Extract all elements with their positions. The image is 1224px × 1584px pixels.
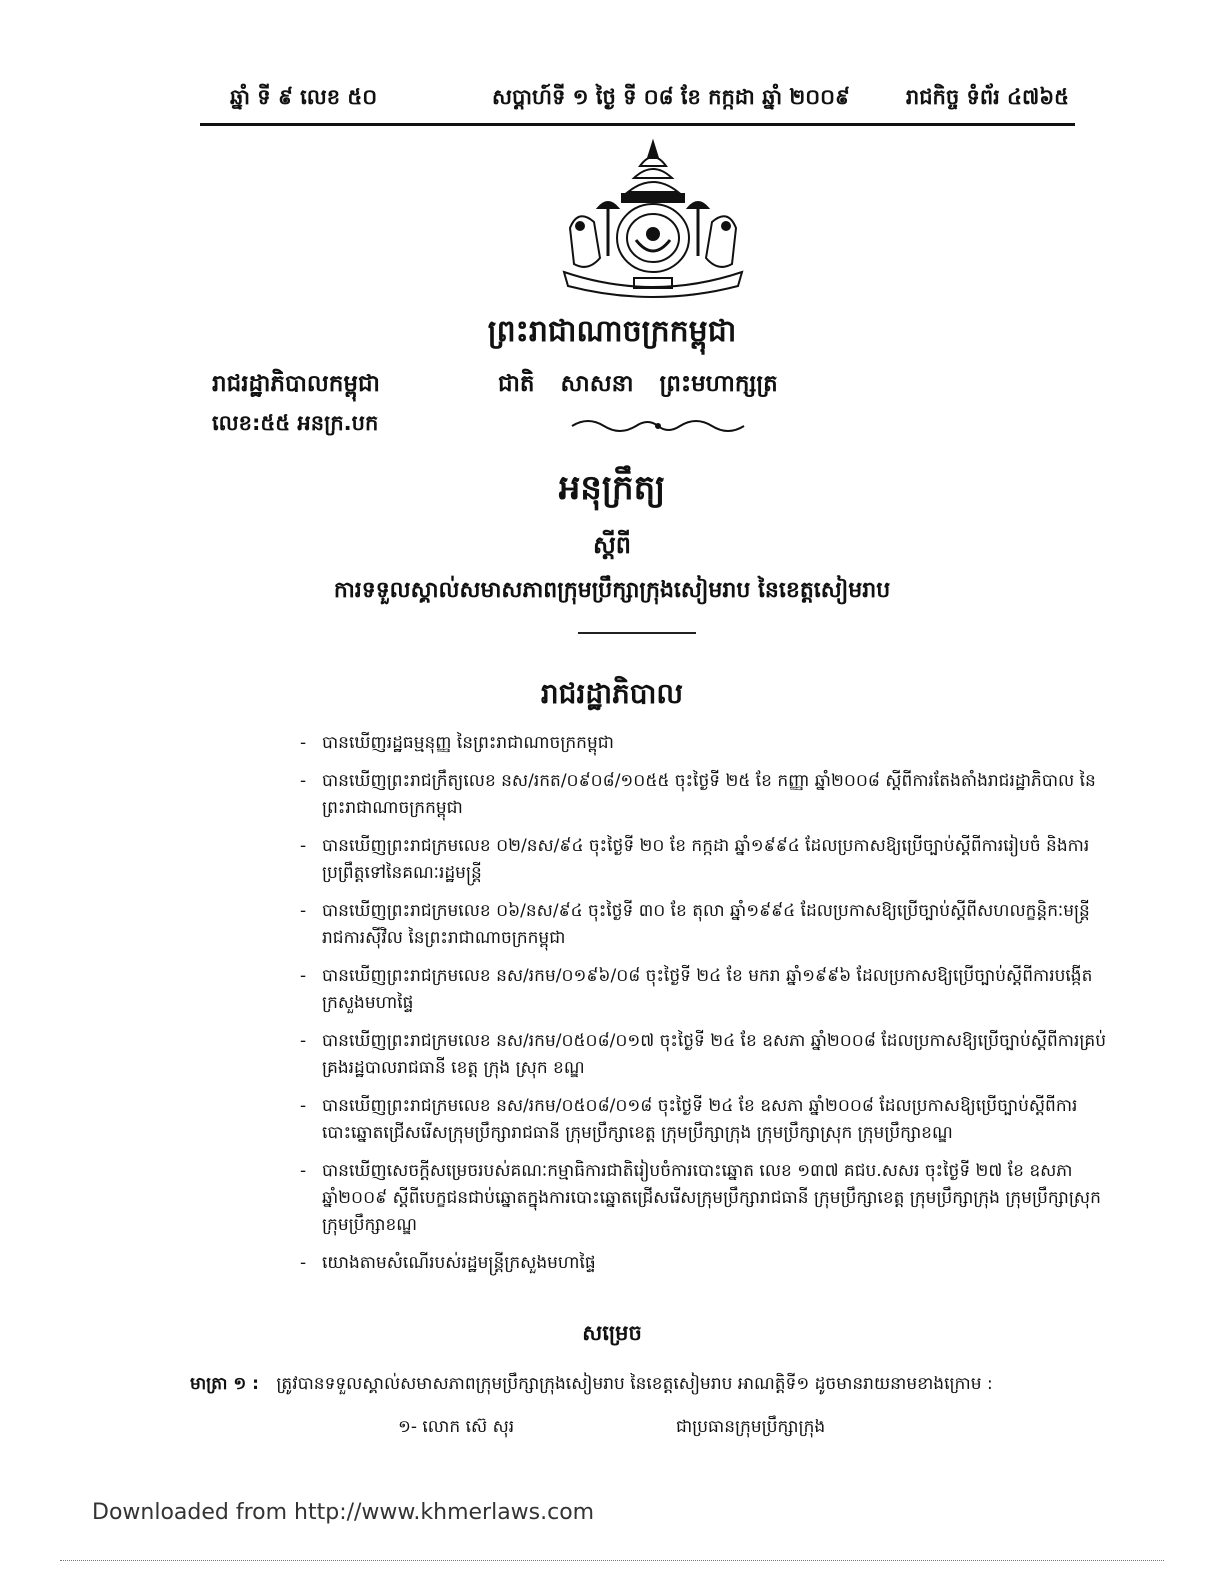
consideration-text: បានឃើញរដ្ឋធម្មនុញ្ញ នៃព្រះរាជាណាចក្រកម្ពុជា	[322, 733, 614, 753]
national-motto: ជាតិ សាសនា ព្រះមហាក្សត្រ	[498, 371, 778, 397]
list-item: - បានឃើញព្រះរាជក្រមលេខ នស/រកម/០១៩៦/០៨ ចុះថ្ងៃទី ២៤ ខែ មករា ឆ្នាំ១៩៩៦ ដែលប្រកាសឱ្យប្រើច្បាប់ស្តីពីការបង្កើតក្រសួងមហាផ្ទៃ	[300, 966, 1093, 1013]
decision-heading: សម្រេច	[582, 1321, 642, 1345]
list-item: - បានឃើញព្រះរាជក្រឹត្យលេខ នស/រកត/០៩០៨/១០៥៥ ចុះថ្ងៃទី ២៥ ខែ កញ្ញា ឆ្នាំ២០០៨ ស្តីពីការតែងតាំងរាជរដ្ឋាភិបាល នៃព្រះរាជាណាចក្រកម្ពុជា	[300, 771, 1096, 818]
consideration-text: បានឃើញព្រះរាជក្រមលេខ នស/រកម/០៥០៨/០១៧ ចុះថ្ងៃទី ២៤ ខែ ឧសភា ឆ្នាំ២០០៨ ដែលប្រកាសឱ្យប្រើច្បាប់ស្តីពីការគ្រប់គ្រងរដ្ឋបាលរាជធានី ខេត្ត ក្រុង ស្រុក ខណ្ឌ	[322, 1031, 1106, 1078]
government-name: រាជរដ្ឋាភិបាលកម្ពុជា	[212, 371, 380, 397]
consideration-text: យោងតាមសំណើរបស់រដ្ឋមន្ត្រីក្រសួងមហាផ្ទៃ	[322, 1253, 596, 1273]
gazette-page: រាជកិច្ច ទំព័រ ៤៧៦៥	[905, 85, 1069, 109]
document-subject: ការទទួលស្គាល់សមាសភាពក្រុមប្រឹក្សាក្រុងសៀមរាប នៃខេត្តសៀមរាប	[333, 578, 891, 603]
article-label: មាត្រា ១ :	[190, 1374, 259, 1394]
gazette-issue: ឆ្នាំ ទី ៩ លេខ ៥០	[230, 85, 378, 109]
considerations-list	[300, 730, 1110, 1288]
list-item: - បានឃើញសេចក្តីសម្រេចរបស់គណៈកម្មាធិការជាតិរៀបចំការបោះឆ្នោត លេខ ១៣៧ គជប.សសរ ចុះថ្ងៃទី ២៧ ខែ ឧសភា ឆ្នាំ២០០៩ ស្តីពីបេក្ខជនជាប់ឆ្នោតក្នុងការបោះឆ្នោតជ្រើសរើសក្រុមប្រឹក្សារាជធានី ក្រុមប្រឹក្សាខេត្ត ក្រុមប្រឹក្សាក្រុង ក្រុមប្រឹក្សាស្រុក ក្រុមប្រឹក្សាខណ្ឌ	[300, 1161, 1101, 1235]
consideration-text: បានឃើញព្រះរាជក្រមលេខ នស/រកម/០១៩៦/០៨ ចុះថ្ងៃទី ២៤ ខែ មករា ឆ្នាំ១៩៩៦ ដែលប្រកាសឱ្យប្រើច្បាប់ស្តីពីការបង្កើតក្រសួងមហាផ្ទៃ	[322, 966, 1093, 1013]
document-title: អនុក្រឹត្យ	[558, 468, 666, 508]
article-text: ត្រូវបានទទួលស្គាល់សមាសភាពក្រុមប្រឹក្សាក្រុងសៀមរាប នៃខេត្តសៀមរាប អាណត្តិទី១ ដូចមានរាយនាមខាងក្រោម :	[276, 1374, 993, 1394]
subject-rule	[578, 632, 696, 634]
kingdom-title: ព្រះរាជាណាចក្រកម្ពុជា	[487, 314, 737, 349]
consideration-text: បានឃើញព្រះរាជក្រមលេខ ០២/នស/៩៤ ចុះថ្ងៃទី ២០ ខែ កក្កដា ឆ្នាំ១៩៩៤ ដែលប្រកាសឱ្យប្រើច្បាប់ស្តីពីការរៀបចំ និងការប្រព្រឹត្តទៅនៃគណៈរដ្ឋមន្ត្រី	[322, 836, 1090, 883]
list-item: - បានឃើញព្រះរាជក្រមលេខ ០២/នស/៩៤ ចុះថ្ងៃទី ២០ ខែ កក្កដា ឆ្នាំ១៩៩៤ ដែលប្រកាសឱ្យប្រើច្បាប់ស្តីពីការរៀបចំ និងការប្រព្រឹត្តទៅនៃគណៈរដ្ឋមន្ត្រី	[300, 836, 1090, 883]
consideration-text: បានឃើញសេចក្តីសម្រេចរបស់គណៈកម្មាធិការជាតិរៀបចំការបោះឆ្នោត លេខ ១៣៧ គជប.សសរ ចុះថ្ងៃទី ២៧ ខែ ឧសភា ឆ្នាំ២០០៩ ស្តីពីបេក្ខជនជាប់ឆ្នោតក្នុងការបោះឆ្នោតជ្រើសរើសក្រុមប្រឹក្សារាជធានី ក្រុមប្រឹក្សាខេត្ត ក្រុមប្រឹក្សាក្រុង ក្រុមប្រឹក្សាស្រុក ក្រុមប្រឹក្សាខណ្ឌ	[322, 1161, 1101, 1235]
list-item: - បានឃើញព្រះរាជក្រមលេខ ០៦/នស/៩៤ ចុះថ្ងៃទី ៣០ ខែ តុលា ឆ្នាំ១៩៩៤ ដែលប្រកាសឱ្យប្រើច្បាប់ស្តីពីសហលក្ខន្តិកៈមន្ត្រីរាជការស៊ីវិល នៃព្រះរាជាណាចក្រកម្ពុជា	[300, 901, 1090, 948]
gazette-date: សប្តាហ៍ទី ១ ថ្ងៃ ទី ០៨ ខែ កក្កដា ឆ្នាំ ២០០៩	[492, 85, 850, 109]
bottom-rule	[60, 1560, 1164, 1561]
list-item: - បានឃើញព្រះរាជក្រមលេខ នស/រកម/០៥០៨/០១៨ ចុះថ្ងៃទី ២៤ ខែ ឧសភា ឆ្នាំ២០០៨ ដែលប្រកាសឱ្យប្រើច្បាប់ស្តីពីការបោះឆ្នោតជ្រើសរើសក្រុមប្រឹក្សារាជធានី ក្រុមប្រឹក្សាខេត្ត ក្រុមប្រឹក្សាក្រុង ក្រុមប្រឹក្សាស្រុក ក្រុមប្រឹក្សាខណ្ឌ	[300, 1096, 1078, 1143]
list-item: - យោងតាមសំណើរបស់រដ្ឋមន្ត្រីក្រសួងមហាផ្ទៃ	[300, 1253, 596, 1273]
member-role: ជាប្រធានក្រុមប្រឹក្សាក្រុង	[676, 1417, 826, 1437]
download-source: Downloaded from http://www.khmerlaws.com	[92, 1500, 595, 1525]
list-item: - បានឃើញព្រះរាជក្រមលេខ នស/រកម/០៥០៨/០១៧ ចុះថ្ងៃទី ២៤ ខែ ឧសភា ឆ្នាំ២០០៨ ដែលប្រកាសឱ្យប្រើច្បាប់ស្តីពីការគ្រប់គ្រងរដ្ឋបាលរាជធានី ខេត្ត ក្រុង ស្រុក ខណ្ឌ	[300, 1031, 1106, 1078]
member-name: ១- លោក ស៊េ សុរ	[398, 1417, 515, 1437]
about-label: ស្តីពី	[592, 531, 632, 559]
divider-ornament-icon	[568, 414, 748, 438]
article-1	[190, 1370, 1110, 1398]
consideration-text: បានឃើញព្រះរាជក្រមលេខ ០៦/នស/៩៤ ចុះថ្ងៃទី ៣០ ខែ តុលា ឆ្នាំ១៩៩៤ ដែលប្រកាសឱ្យប្រើច្បាប់ស្តីពីសហលក្ខន្តិកៈមន្ត្រីរាជការស៊ីវិល នៃព្រះរាជាណាចក្រកម្ពុជា	[322, 901, 1090, 948]
reference-number: លេខ:៥៥ អនក្រ.បក	[212, 411, 379, 435]
consideration-text: បានឃើញព្រះរាជក្រឹត្យលេខ នស/រកត/០៩០៨/១០៥៥ ចុះថ្ងៃទី ២៥ ខែ កញ្ញា ឆ្នាំ២០០៨ ស្តីពីការតែងតាំងរាជរដ្ឋាភិបាល នៃព្រះរាជាណាចក្រកម្ពុជា	[322, 771, 1096, 818]
consideration-text: បានឃើញព្រះរាជក្រមលេខ នស/រកម/០៥០៨/០១៨ ចុះថ្ងៃទី ២៤ ខែ ឧសភា ឆ្នាំ២០០៨ ដែលប្រកាសឱ្យប្រើច្បាប់ស្តីពីការបោះឆ្នោតជ្រើសរើសក្រុមប្រឹក្សារាជធានី ក្រុមប្រឹក្សាខេត្ត ក្រុមប្រឹក្សាក្រុង ក្រុមប្រឹក្សាស្រុក ក្រុមប្រឹក្សាខណ្ឌ	[322, 1096, 1078, 1143]
list-item: - បានឃើញរដ្ឋធម្មនុញ្ញ នៃព្រះរាជាណាចក្រកម្ពុជា	[300, 733, 614, 753]
header-rule	[200, 123, 1075, 126]
royal-coat-of-arms-icon	[548, 138, 758, 300]
government-heading: រាជរដ្ឋាភិបាល	[540, 677, 684, 710]
